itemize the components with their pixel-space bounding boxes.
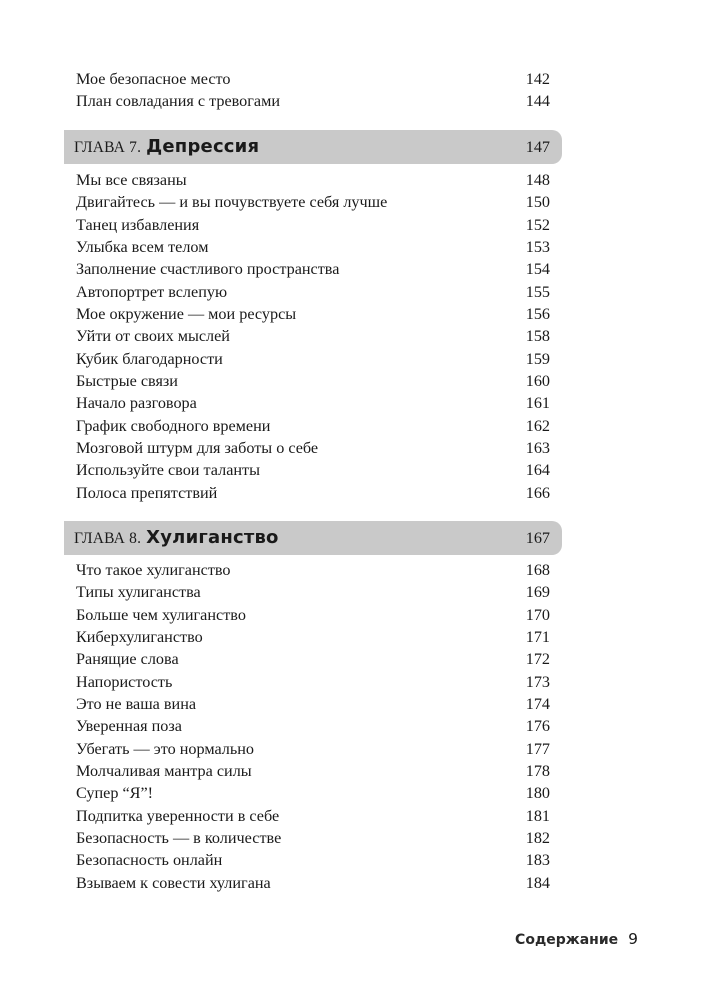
- toc-entry-page: 155: [525, 282, 550, 301]
- toc-entry-title: Подпитка уверенности в себе: [76, 806, 280, 825]
- toc-entry: [64, 760, 562, 782]
- toc-entry-page: 152: [525, 215, 550, 234]
- toc-entry: [64, 648, 562, 670]
- toc-entry-page: 181: [525, 806, 550, 825]
- toc-entry-title: Безопасность — в количестве: [76, 829, 282, 848]
- toc-entry-page: 158: [525, 327, 550, 346]
- toc-entry-title: Кубик благодарности: [76, 349, 223, 368]
- toc-entry-page: 154: [525, 260, 550, 279]
- toc-entry-page: 144: [525, 92, 550, 111]
- toc-entry-page: 156: [525, 305, 550, 324]
- toc-entry-title: Уверенная поза: [76, 717, 182, 736]
- toc-entry: [64, 604, 562, 626]
- toc-entry-title: Мое окружение — мои ресурсы: [76, 305, 297, 324]
- chapter-8-list: [64, 559, 562, 894]
- toc-entry-title: Напористость: [76, 672, 173, 691]
- toc-entry-title: Уйти от своих мыслей: [76, 327, 230, 346]
- toc-entry-title: Что такое хулиганство: [76, 561, 231, 579]
- toc-entry: [64, 68, 562, 90]
- toc-entry-page: 180: [525, 784, 550, 803]
- toc-entry-page: 163: [525, 439, 550, 458]
- toc-entry: [64, 782, 562, 804]
- chapter-page: 147: [525, 138, 550, 156]
- chapter-7-list: [64, 169, 562, 504]
- toc-entry-page: 174: [525, 695, 550, 714]
- toc-entry-page: 164: [525, 461, 550, 480]
- toc-entry-title: График свободного времени: [76, 416, 271, 435]
- toc-entry-page: 160: [525, 372, 550, 391]
- toc-entry: [64, 626, 562, 648]
- toc-entry: [64, 671, 562, 693]
- toc-entry-title: Больше чем хулиганство: [76, 605, 246, 624]
- toc-entry-page: 184: [525, 873, 550, 892]
- toc-entry: [64, 214, 562, 236]
- chapter-7-header: [64, 130, 562, 164]
- toc-entry-title: Безопасность онлайн: [76, 851, 223, 870]
- toc-entry: [64, 392, 562, 414]
- toc-entry-title: Используйте свои таланты: [76, 461, 260, 480]
- toc-entry: [64, 325, 562, 347]
- chapter-label: ГЛАВА 7.: [74, 139, 142, 156]
- page-number: 9: [628, 930, 638, 948]
- chapter-label: ГЛАВА 8.: [74, 530, 142, 547]
- toc-entry: [64, 805, 562, 827]
- toc-entry-page: 161: [525, 394, 550, 413]
- toc-entry: [64, 849, 562, 871]
- toc-entry-title: Киберхулиганство: [76, 628, 203, 647]
- toc-entry-title: Быстрые связи: [76, 372, 178, 391]
- toc-entry-page: 166: [525, 483, 550, 502]
- toc-entry-page: 162: [525, 416, 550, 435]
- toc-entry-title: Танец избавления: [76, 215, 200, 234]
- toc-entry-title: Мое безопасное место: [76, 70, 231, 88]
- toc-entry-title: Взываем к совести хулигана: [76, 873, 271, 892]
- toc-entry-title: Заполнение счастливого пространства: [76, 260, 340, 279]
- toc-entry-title: План совладания с тревогами: [76, 92, 281, 111]
- toc-entry-page: 159: [525, 349, 550, 368]
- toc-entry-title: Это не ваша вина: [76, 695, 197, 714]
- toc-entry-title: Улыбка всем телом: [76, 238, 209, 257]
- toc-entry-page: 170: [525, 605, 550, 624]
- toc-entry: [64, 437, 562, 459]
- toc-entry-page: 182: [525, 829, 550, 848]
- toc-entry: [64, 872, 562, 894]
- toc-entry-page: 142: [525, 70, 550, 88]
- toc-entry-page: 178: [525, 762, 550, 781]
- toc-entry: [64, 459, 562, 481]
- toc-entry-title: Начало разговора: [76, 394, 197, 413]
- toc-entry-title: Полоса препятствий: [76, 483, 218, 502]
- toc-entry: [64, 169, 562, 191]
- toc-entry-page: 172: [525, 650, 550, 669]
- toc-entry-page: 169: [525, 583, 550, 602]
- toc-entry: [64, 370, 562, 392]
- chapter-page: 167: [525, 529, 550, 547]
- toc-entry: [64, 738, 562, 760]
- toc-entry: [64, 559, 562, 581]
- toc-entry: [64, 258, 562, 280]
- toc-entry-page: 171: [525, 628, 550, 647]
- toc-entry-page: 183: [525, 851, 550, 870]
- chapter-heading: [74, 521, 279, 556]
- toc-entry: [64, 482, 562, 504]
- toc-entry-page: 173: [525, 672, 550, 691]
- toc-intro-list: [64, 68, 562, 113]
- toc-entry: [64, 236, 562, 258]
- toc-entry: [64, 303, 562, 325]
- toc-entry: [64, 715, 562, 737]
- toc-entry-title: Молчаливая мантра силы: [76, 762, 252, 781]
- toc-entry-page: 177: [525, 739, 550, 758]
- toc-entry-title: Двигайтесь — и вы почувствуете себя лучше: [76, 193, 388, 212]
- toc-entry: [64, 90, 562, 112]
- chapter-heading: [74, 130, 259, 165]
- toc-entry-title: Ранящие слова: [76, 650, 179, 669]
- toc-entry: [64, 415, 562, 437]
- toc-entry-title: Мозговой штурм для заботы о себе: [76, 439, 319, 458]
- toc-entry-page: 150: [525, 193, 550, 212]
- toc-entry-title: Убегать — это нормально: [76, 739, 255, 758]
- toc-entry-title: Супер “Я”!: [76, 784, 154, 803]
- toc-entry-title: Типы хулиганства: [76, 583, 201, 602]
- toc-entry: [64, 348, 562, 370]
- chapter-title: Хулиганство: [146, 527, 279, 548]
- toc-entry-page: 148: [525, 171, 550, 189]
- page-footer: [515, 927, 638, 952]
- footer-section-label: Содержание: [515, 932, 619, 948]
- toc-entry: [64, 581, 562, 603]
- toc-entry-page: 168: [525, 561, 550, 579]
- chapter-title: Депрессия: [146, 136, 260, 157]
- toc-entry-title: Автопортрет вслепую: [76, 282, 228, 301]
- toc-entry: [64, 827, 562, 849]
- toc-entry-title: Мы все связаны: [76, 171, 187, 189]
- chapter-8-header: [64, 521, 562, 555]
- toc-entry-page: 153: [525, 238, 550, 257]
- toc-entry: [64, 191, 562, 213]
- toc-entry-page: 176: [525, 717, 550, 736]
- toc-entry: [64, 281, 562, 303]
- toc-entry: [64, 693, 562, 715]
